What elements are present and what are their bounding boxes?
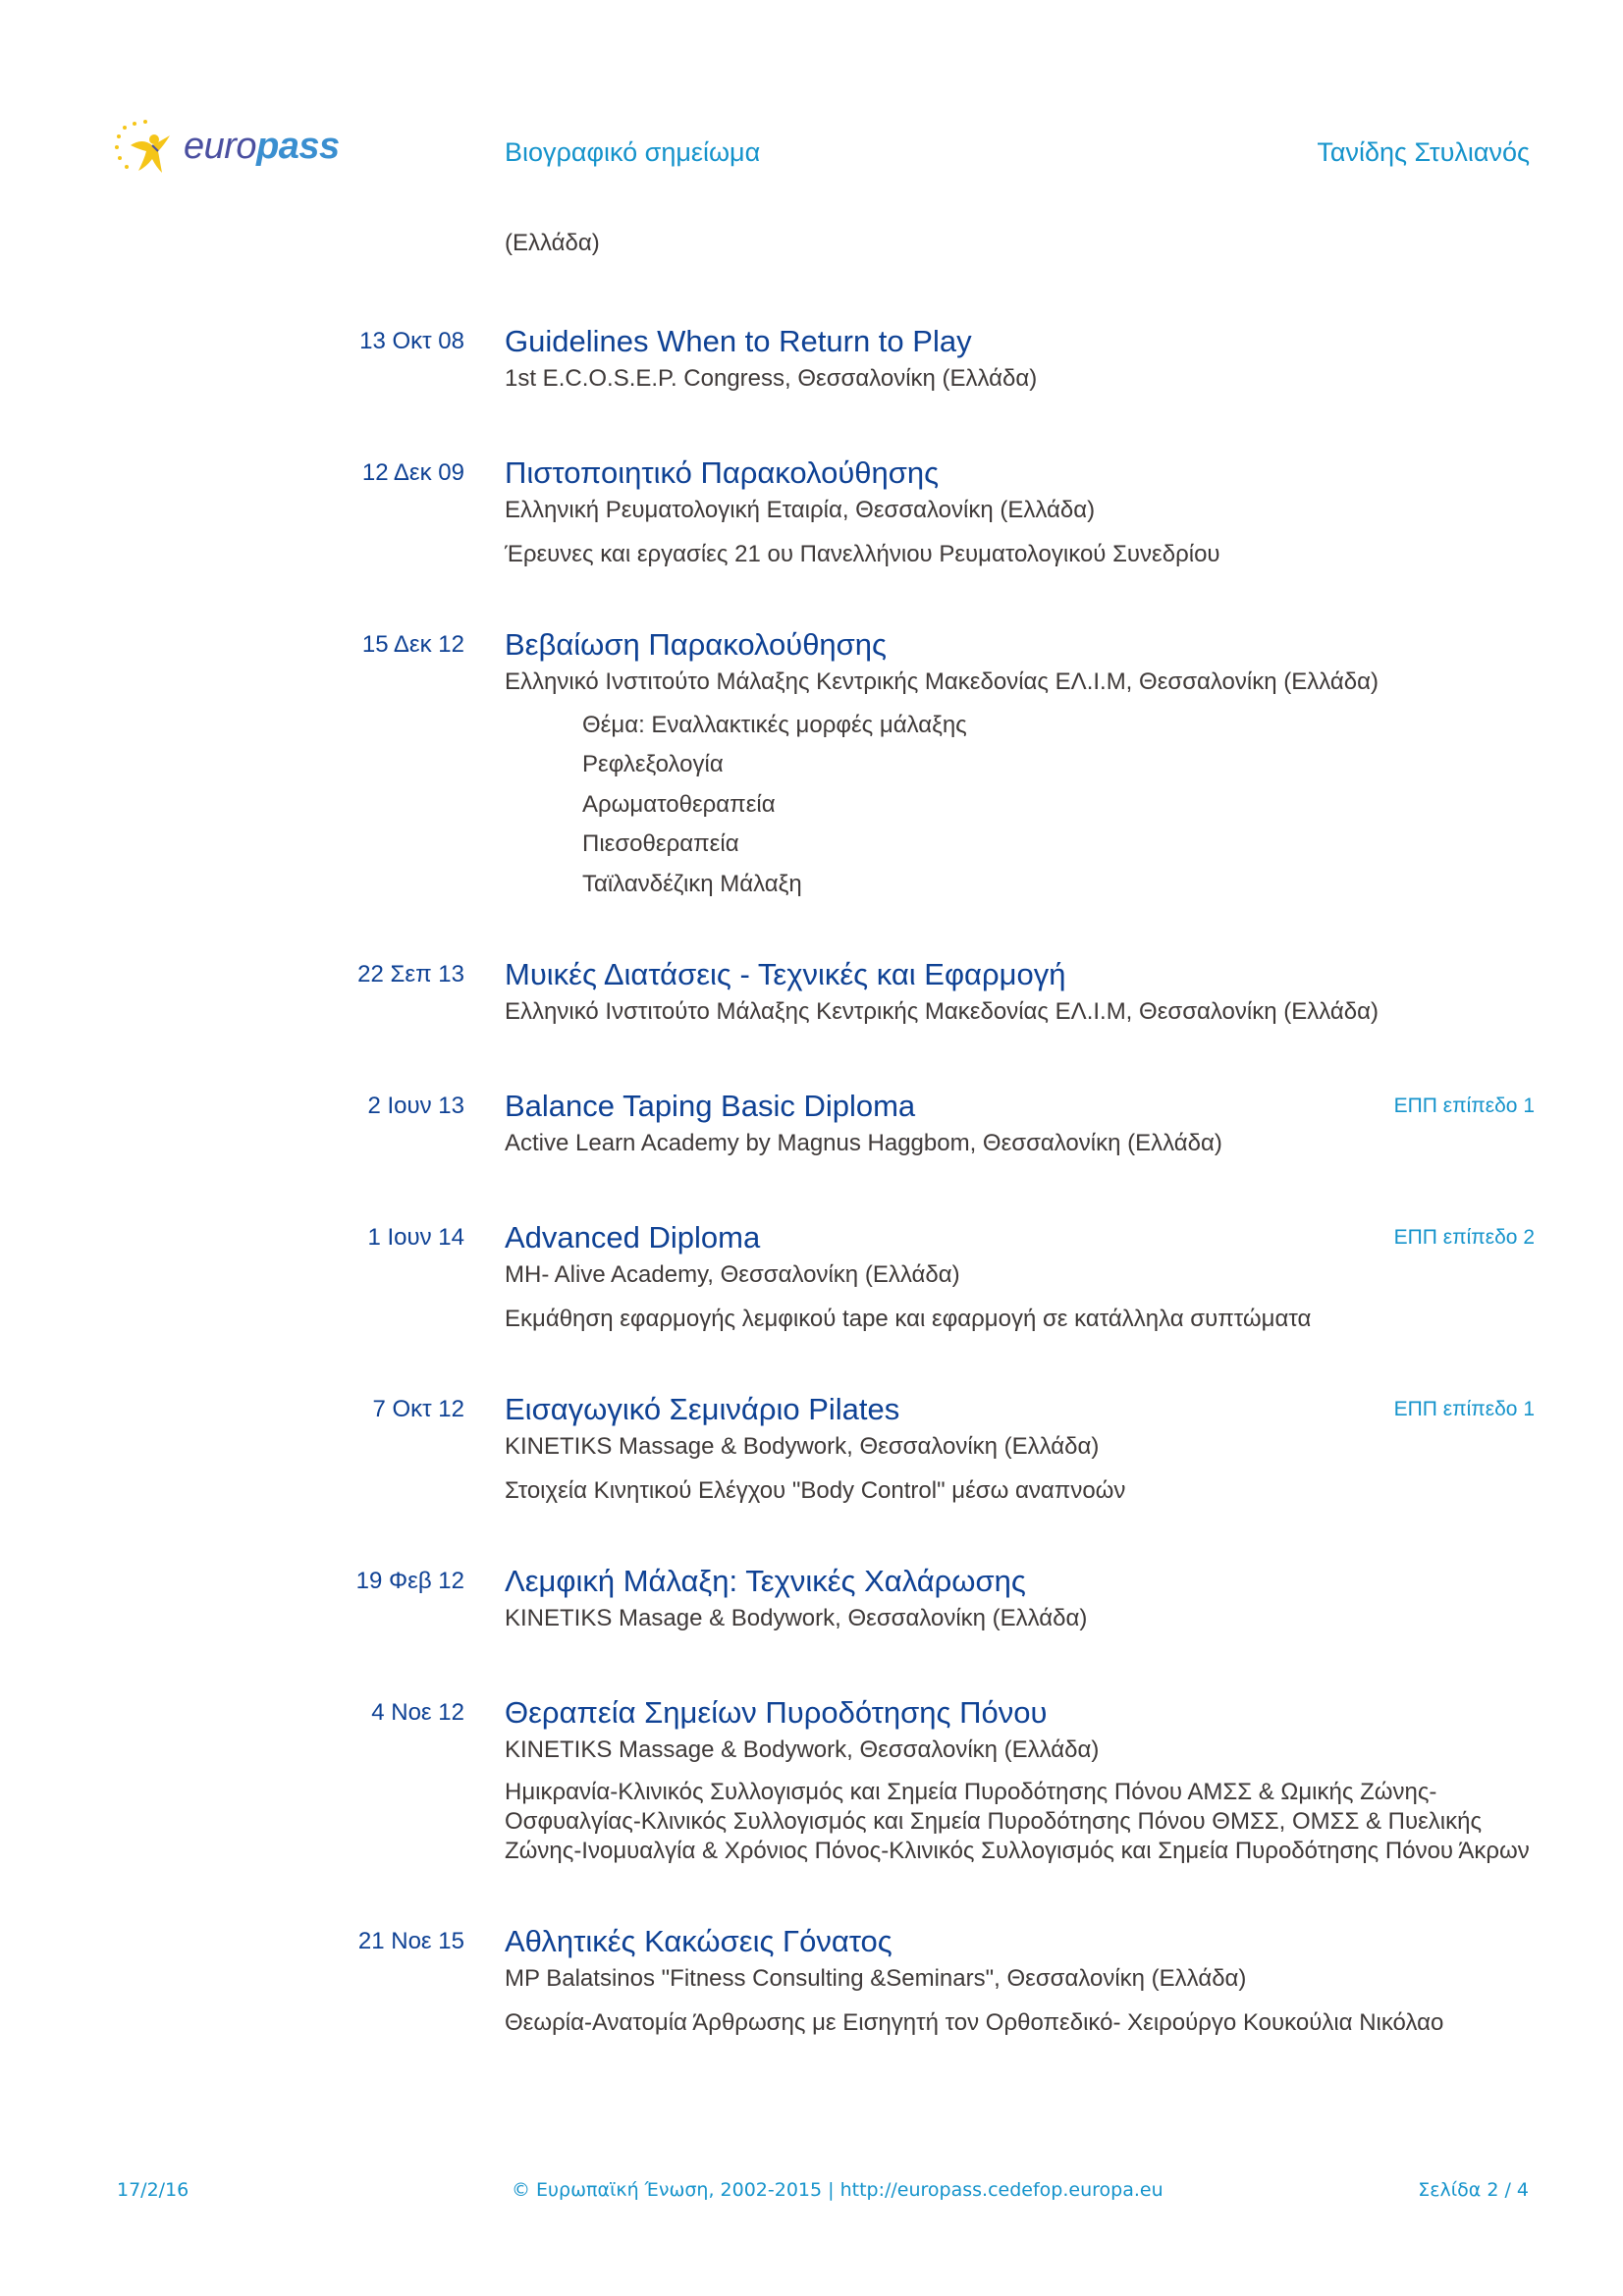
entry-title: Θεραπεία Σημείων Πυροδότησης Πόνου [505,1695,1048,1730]
page-number: Σελίδα 2 / 4 [1418,2179,1529,2201]
entry-description: Εκμάθηση εφαρμογής λεμφικού tape και εφαρμογή σε κατάλληλα συπτώματα [505,1306,1312,1332]
entry-organisation: Ελληνικό Ινστιτούτο Μάλαξης Κεντρικής Μακεδονίας ΕΛ.Ι.Μ, Θεσσαλονίκη (Ελλάδα) [505,998,1379,1025]
entry-organisation: Ελληνικό Ινστιτούτο Μάλαξης Κεντρικής Μακεδονίας ΕΛ.Ι.Μ, Θεσσαλονίκη (Ελλάδα) [505,668,1379,695]
document-title: Βιογραφικό σημείωμα [505,137,761,167]
entry-organisation: MH- Alive Academy, Θεσσαλονίκη (Ελλάδα) [505,1261,960,1288]
entry-title: Πιστοποιητικό Παρακολούθησης [505,455,940,490]
entry-title: Λεμφική Μάλαξη: Τεχνικές Χαλάρωσης [505,1564,1026,1598]
entry-date: 13 Οκτ 08 [359,328,464,354]
entry-title: Αθλητικές Κακώσεις Γόνατος [505,1924,893,1958]
entry-description: Ημικρανία-Κλινικός Συλλογισμός και Σημεία Πυροδότησης Πόνου ΑΜΣΣ & Ωμικής Ζώνης- Οσφυαλγίας-Κλινικός Συλλογισμός και Σημεία Πυροδότησης Πόνου ΘΜΣΣ, ΟΜΣΣ & Πυελικής Ζώνης-Ινομυαλγία & Χρόνιος Πόνος-Κλινικός Συλλογισμός και Σημεία Πυροδότησης Πόνου Άκρων [505,1779,1530,1864]
logo-text-euro: euro [184,126,257,167]
topic-item: Πιεσοθεραπεία [582,830,739,857]
entry-date: 21 Νοε 15 [357,1928,464,1954]
entry-date: 15 Δεκ 12 [361,631,464,658]
europass-logo [113,116,339,185]
entry-organisation: MP Balatsinos "Fitness Consulting &Seminars", Θεσσαλονίκη (Ελλάδα) [505,1965,1247,1992]
entry-organisation: KINETIKS Massage & Bodywork, Θεσσαλονίκη (Ελλάδα) [505,1433,1100,1460]
entry-organisation: KINETIKS Massage & Bodywork, Θεσσαλονίκη (Ελλάδα) [505,1736,1100,1763]
footer-copyright: © Ευρωπαϊκή Ένωση, 2002-2015 | http://europass.cedefop.europa.eu [512,2179,1163,2201]
entry-date: 7 Οκτ 12 [372,1396,464,1422]
entry-date: 12 Δεκ 09 [361,459,464,486]
entry-title: Βεβαίωση Παρακολούθησης [505,627,887,662]
entry-organisation: 1st E.C.O.S.E.P. Congress, Θεσσαλονίκη (Ελλάδα) [505,365,1038,392]
entry-title: Balance Taping Basic Diploma [505,1089,916,1123]
entry-date: 2 Ιουν 13 [367,1093,464,1119]
logo-text-pass: pass [256,126,340,167]
entry-date: 22 Σεπ 13 [357,961,464,988]
entry-date: 19 Φεβ 12 [355,1568,464,1594]
entry-description: Έρευνες και εργασίες 21 ου Πανελλήνιου Ρευματολογικού Συνεδρίου [505,541,1220,567]
entry-description: Στοιχεία Κινητικού Ελέγχου "Body Control" μέσω αναπνοών [505,1477,1126,1504]
entry-date: 1 Ιουν 14 [367,1224,464,1251]
topic-item: Ρεφλεξολογία [582,751,724,777]
topic-item: Ταϊλανδέζικη Μάλαξη [582,871,802,897]
entry-title: Εισαγωγικό Σεμινάριο Pilates [505,1392,900,1426]
topic-item: Θέμα: Εναλλακτικές μορφές μάλαξης [582,712,967,738]
person-name: Τανίδης Στυλιανός [1317,137,1530,167]
eqf-level: ΕΠΠ επίπεδο 2 [1393,1226,1535,1249]
footer-date: 17/2/16 [117,2179,189,2201]
entry-organisation: Ελληνική Ρευματολογική Εταιρία, Θεσσαλονίκη (Ελλάδα) [505,497,1096,523]
entry-description: Θεωρία-Ανατομία Άρθρωσης με Εισηγητή τον Ορθοπεδικό- Χειρούργο Κουκούλια Νικόλαο [505,2009,1444,2036]
eqf-level: ΕΠΠ επίπεδο 1 [1393,1398,1535,1420]
entry-title: Guidelines When to Return to Play [505,324,972,358]
continuation-text: (Ελλάδα) [505,230,600,256]
entry-date: 4 Νοε 12 [371,1699,464,1726]
page-header [0,108,1623,187]
entry-organisation: KINETIKS Masage & Bodywork, Θεσσαλονίκη (Ελλάδα) [505,1605,1088,1631]
entry-title: Advanced Diploma [505,1220,761,1255]
europass-star-figure-icon [113,116,191,185]
eqf-level: ΕΠΠ επίπεδο 1 [1393,1095,1535,1117]
entry-title: Μυικές Διατάσεις - Τεχνικές και Εφαρμογή [505,957,1066,991]
topic-item: Αρωματοθεραπεία [582,791,776,818]
entry-organisation: Active Learn Academy by Magnus Haggbom, Θεσσαλονίκη (Ελλάδα) [505,1130,1222,1156]
